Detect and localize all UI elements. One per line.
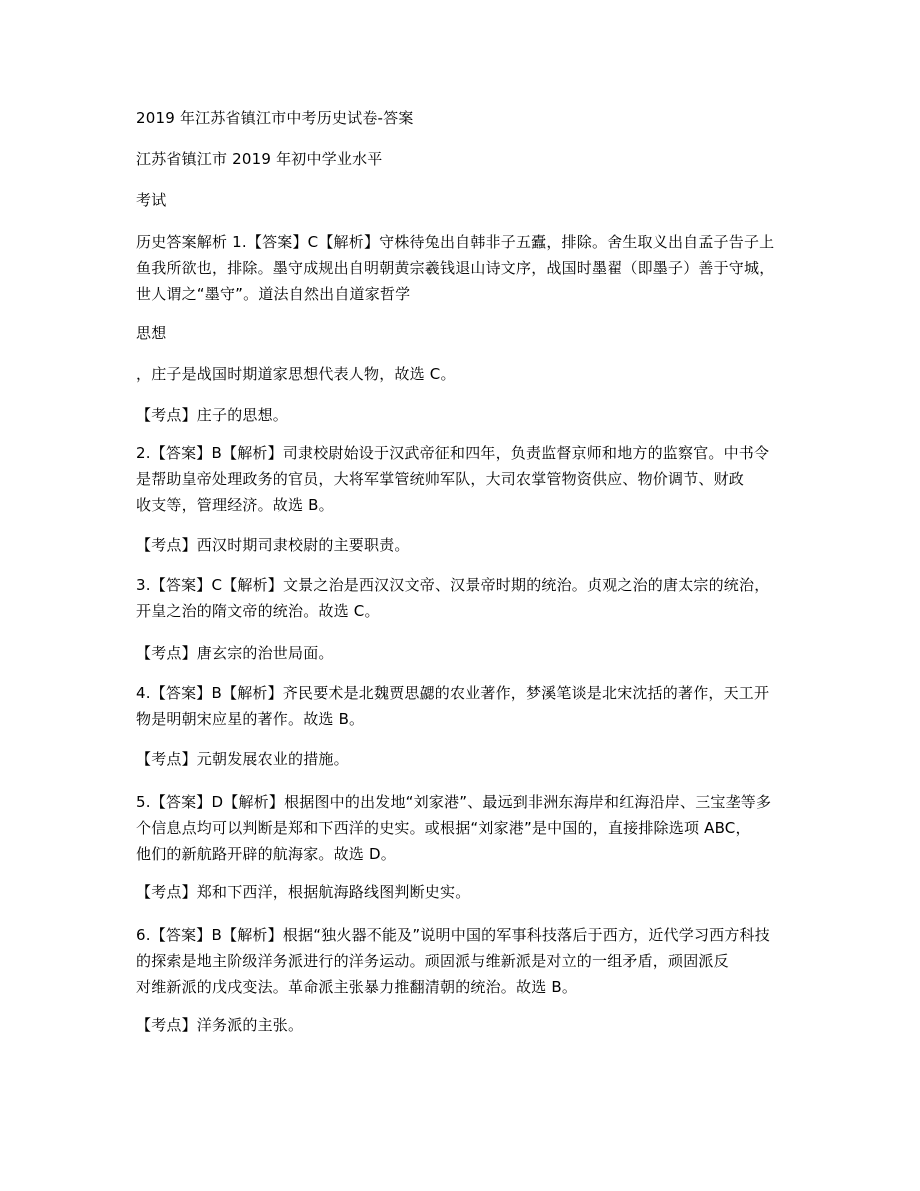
q6-line-2: 的探索是地主阶级洋务派进行的洋务运动。顽固派与维新派是对立的一组矛盾，顽固派反 xyxy=(136,952,729,970)
q1-analysis xyxy=(136,229,796,307)
q2-point: 【考点】西汉时期司隶校尉的主要职责。 xyxy=(136,536,410,554)
q4-point: 【考点】元朝发展农业的措施。 xyxy=(136,750,349,768)
q2-analysis xyxy=(136,440,796,518)
q6-line-3: 对维新派的戊戌变法。革命派主张暴力推翻清朝的统治。故选 B。 xyxy=(136,978,578,996)
q1-line-2: 鱼我所欲也，排除。墨守成规出自明朝黄宗羲钱退山诗文序，战国时墨翟（即墨子）善于守城， xyxy=(136,259,775,277)
q4-analysis xyxy=(136,680,796,732)
q5-line-2: 个信息点均可以判断是郑和下西洋的史实。或根据“刘家港”是中国的，直接排除选项 ABC， xyxy=(136,819,751,837)
q6-line-1: 6.【答案】B【解析】根据“独火器不能及”说明中国的军事科技落后于西方，近代学习西方科技 xyxy=(136,926,770,944)
q1-line-1: 历史答案解析 1.【答案】C【解析】守株待兔出自韩非子五蠹，排除。舍生取义出自孟子告子上 xyxy=(136,233,775,251)
document-subtitle: 江苏省镇江市 2019 年初中学业水平 xyxy=(136,150,383,168)
q4-line-2: 物是明朝宋应星的著作。故选 B。 xyxy=(136,710,365,728)
exam-label: 考试 xyxy=(136,191,167,209)
q2-line-3: 收支等，管理经济。故选 B。 xyxy=(136,496,334,514)
q2-line-2: 是帮助皇帝处理政务的官员，大将军掌管统帅军队，大司农掌管物资供应、物价调节、财政 xyxy=(136,470,745,488)
q1-continuation-line: ，庄子是战国时期道家思想代表人物，故选 C。 xyxy=(136,365,456,383)
q3-line-1: 3.【答案】C【解析】文景之治是西汉汉文帝、汉景帝时期的统治。贞观之治的唐太宗的统治， xyxy=(136,576,770,594)
q5-line-3: 他们的新航路开辟的航海家。故选 D。 xyxy=(136,845,396,863)
q5-analysis xyxy=(136,789,796,867)
q2-line-1: 2.【答案】B【解析】司隶校尉始设于汉武帝征和四年，负责监督京师和地方的监察官。中书令 xyxy=(136,444,770,462)
q5-line-1: 5.【答案】D【解析】根据图中的出发地“刘家港”、最远到非洲东海岸和红海沿岸、三宝垄等多 xyxy=(136,793,772,811)
q3-analysis xyxy=(136,572,796,624)
q1-point: 【考点】庄子的思想。 xyxy=(136,406,289,424)
q5-point: 【考点】郑和下西洋，根据航海路线图判断史实。 xyxy=(136,883,471,901)
document-title: 2019 年江苏省镇江市中考历史试卷-答案 xyxy=(136,109,414,127)
q3-line-2: 开皇之治的隋文帝的统治。故选 C。 xyxy=(136,602,380,620)
q6-analysis xyxy=(136,922,796,1000)
q1-continuation-word: 思想 xyxy=(136,324,167,342)
q6-point: 【考点】洋务派的主张。 xyxy=(136,1016,304,1034)
q1-line-3: 世人谓之“墨守”。道法自然出自道家哲学 xyxy=(136,285,411,303)
q3-point: 【考点】唐玄宗的治世局面。 xyxy=(136,644,334,662)
q4-line-1: 4.【答案】B【解析】齐民要术是北魏贾思勰的农业著作，梦溪笔谈是北宋沈括的著作，天工开 xyxy=(136,684,770,702)
